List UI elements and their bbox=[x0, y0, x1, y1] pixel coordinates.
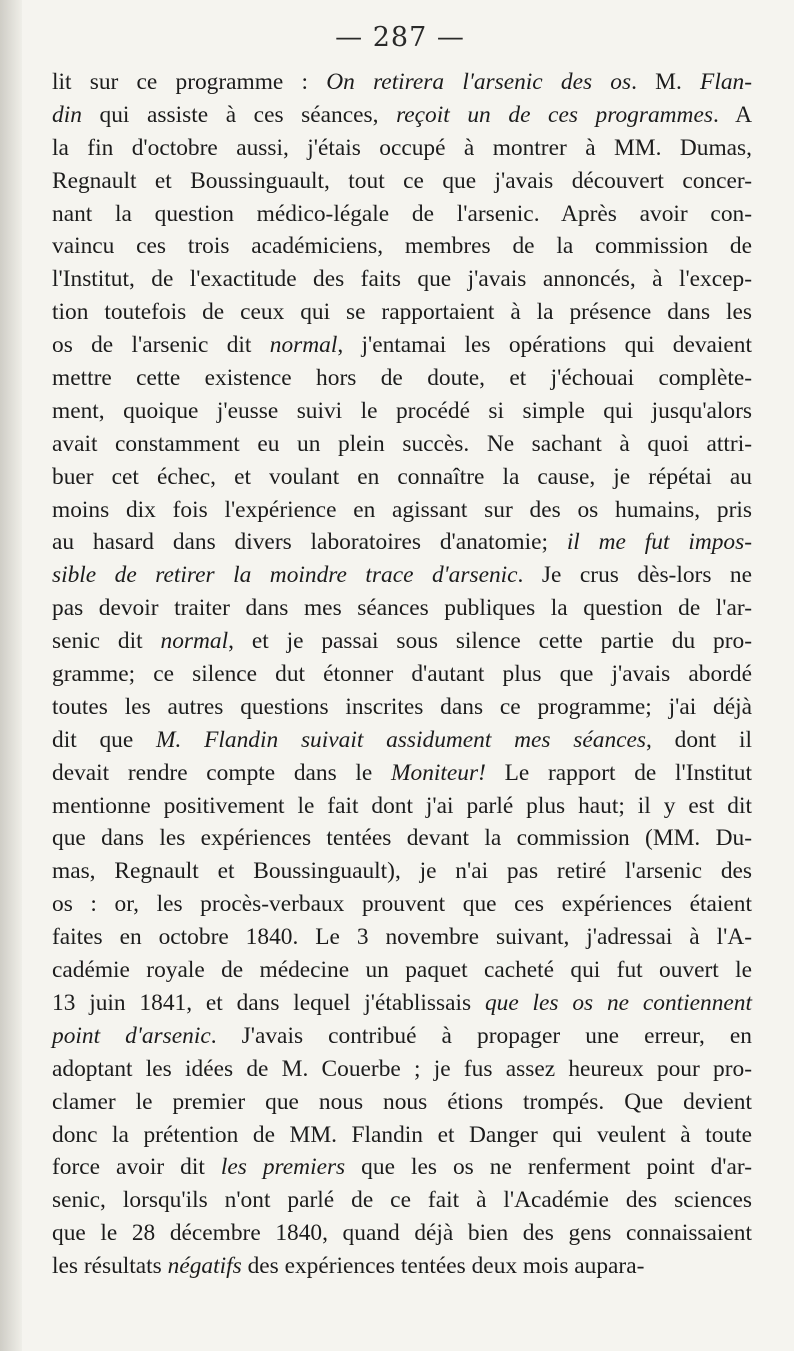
text-line bbox=[52, 1151, 752, 1184]
text-segment: mas, Regnault et Boussinguault), je n'ai pas retiré l'arsenic des bbox=[52, 858, 752, 885]
italic-text-segment: les premiers bbox=[220, 1154, 346, 1181]
text-segment: nant la question médico-légale de l'arsenic. Après avoir con- bbox=[52, 200, 752, 227]
text-line bbox=[52, 66, 752, 99]
text-line bbox=[52, 954, 752, 987]
text-line bbox=[52, 198, 752, 231]
text-line bbox=[52, 691, 752, 724]
text-segment: buer cet échec, et voulant en connaître la cause, je répétai au bbox=[52, 463, 752, 490]
text-line bbox=[52, 296, 752, 329]
text-line bbox=[52, 921, 752, 954]
text-segment: que dans les expériences tentées devant la commission (MM. Du- bbox=[52, 825, 752, 852]
text-segment: faites en octobre 1840. Le 3 novembre suivant, j'adressai à l'A- bbox=[52, 924, 752, 951]
text-segment: lit sur ce programme : bbox=[52, 69, 327, 95]
italic-text-segment: reçoit un de ces programmes bbox=[396, 101, 713, 128]
text-segment: . A bbox=[712, 101, 752, 128]
text-segment: . M. bbox=[631, 69, 701, 95]
text-segment: les résultats bbox=[52, 1253, 168, 1280]
italic-text-segment: point d'arsenic bbox=[52, 1022, 211, 1049]
italic-text-segment: M. Flandin suivait assidument mes séances bbox=[156, 726, 647, 753]
text-segment: que le 28 décembre 1840, quand déjà bien des gens connaissaient bbox=[52, 1220, 752, 1247]
text-segment: 13 juin 1841, et dans lequel j'établissais bbox=[52, 989, 485, 1016]
text-segment: des expériences tentées deux mois aupara- bbox=[241, 1253, 645, 1280]
italic-text-segment: que les os ne contiennent bbox=[484, 989, 753, 1016]
text-line bbox=[52, 888, 752, 921]
text-segment: qui assiste à ces séances, bbox=[81, 101, 397, 128]
text-line bbox=[52, 329, 752, 362]
text-segment: os : or, les procès-verbaux prouvent que ces expériences étaient bbox=[52, 891, 752, 918]
text-line bbox=[52, 724, 752, 757]
text-line bbox=[52, 362, 752, 395]
italic-text-segment: normal bbox=[160, 628, 229, 655]
text-segment: , dont il bbox=[646, 726, 753, 753]
text-segment: senic, lorsqu'ils n'ont parlé de ce fait à l'Académie des sciences bbox=[52, 1187, 752, 1214]
text-line bbox=[52, 395, 752, 428]
text-line bbox=[52, 1020, 752, 1053]
body-text bbox=[52, 66, 752, 1283]
italic-text-segment: Flan- bbox=[700, 69, 752, 95]
italic-text-segment: négatifs bbox=[167, 1253, 242, 1280]
text-line bbox=[52, 461, 752, 494]
text-line bbox=[52, 526, 752, 559]
text-line bbox=[52, 1053, 752, 1086]
text-segment: , et je passai sous silence cette partie du pro- bbox=[228, 628, 752, 655]
text-segment: ment, quoique j'eusse suivi le procédé si simple qui jusqu'alors bbox=[52, 397, 752, 424]
italic-text-segment: Moniteur! bbox=[391, 759, 486, 786]
text-line bbox=[52, 757, 752, 790]
page-number: — 287 — bbox=[335, 22, 465, 53]
text-segment: la fin d'octobre aussi, j'étais occupé à montrer à MM. Dumas, bbox=[52, 134, 752, 161]
text-line bbox=[52, 625, 752, 658]
text-line bbox=[52, 1217, 752, 1250]
text-segment: pas devoir traiter dans mes séances publiques la question de l'ar- bbox=[52, 595, 752, 622]
italic-text-segment: sible de retirer la moindre trace d'arsenic bbox=[52, 562, 518, 589]
text-line bbox=[52, 263, 752, 296]
text-line bbox=[52, 165, 752, 198]
text-line bbox=[52, 658, 752, 691]
text-line bbox=[52, 987, 752, 1020]
text-line bbox=[52, 230, 752, 263]
text-line bbox=[52, 132, 752, 165]
text-line bbox=[52, 428, 752, 461]
text-segment: adoptant les idées de M. Couerbe ; je fus assez heureux pour pro- bbox=[52, 1055, 752, 1082]
italic-text-segment: normal bbox=[269, 332, 338, 359]
text-line bbox=[52, 559, 752, 592]
text-segment: l'Institut, de l'exactitude des faits que j'avais annoncés, à l'excep- bbox=[52, 266, 752, 293]
text-segment: clamer le premier que nous nous étions trompés. Que devient bbox=[52, 1088, 752, 1115]
text-segment: toutes les autres questions inscrites dans ce programme; j'ai déjà bbox=[52, 693, 752, 720]
text-line bbox=[52, 99, 752, 132]
text-segment: dit que bbox=[52, 726, 157, 753]
text-line bbox=[52, 1250, 752, 1283]
italic-text-segment: On retirera l'arsenic des os bbox=[326, 69, 632, 95]
italic-text-segment: din bbox=[52, 101, 82, 128]
text-segment: mettre cette existence hors de doute, et j'échouai complète- bbox=[52, 365, 752, 392]
text-line bbox=[52, 592, 752, 625]
italic-text-segment: il me fut impos- bbox=[566, 529, 752, 556]
text-segment: . Je crus dès-lors ne bbox=[517, 562, 753, 589]
text-segment: os de l'arsenic dit bbox=[52, 332, 270, 359]
text-segment: au hasard dans divers laboratoires d'anatomie; bbox=[52, 529, 567, 556]
text-segment: gramme; ce silence dut étonner d'autant plus que j'avais abordé bbox=[52, 661, 752, 688]
text-segment: tion toutefois de ceux qui se rapportaient à la présence dans les bbox=[52, 299, 752, 326]
text-segment: cadémie royale de médecine un paquet cacheté qui fut ouvert le bbox=[52, 957, 752, 984]
text-line bbox=[52, 494, 752, 527]
text-segment: Regnault et Boussinguault, tout ce que j'avais découvert concer- bbox=[52, 167, 752, 194]
text-segment: force avoir dit bbox=[52, 1154, 221, 1181]
text-segment: senic dit bbox=[52, 628, 161, 655]
text-segment: moins dix fois l'expérience en agissant sur des os humains, pris bbox=[52, 496, 752, 523]
text-segment: avait constamment eu un plein succès. Ne sachant à quoi attri- bbox=[52, 430, 752, 457]
text-line bbox=[52, 1119, 752, 1152]
text-line bbox=[52, 1184, 752, 1217]
text-line bbox=[52, 1086, 752, 1119]
text-segment: . J'avais contribué à propager une erreur, en bbox=[210, 1022, 752, 1049]
text-segment: devait rendre compte dans le bbox=[52, 759, 392, 786]
text-line bbox=[52, 855, 752, 888]
text-line bbox=[52, 822, 752, 855]
text-segment: Le rapport de l'Institut bbox=[485, 759, 752, 786]
text-segment: , j'entamai les opérations qui devaient bbox=[337, 332, 753, 359]
text-line bbox=[52, 790, 752, 823]
text-segment: mentionne positivement le fait dont j'ai parlé plus haut; il y est dit bbox=[52, 792, 752, 819]
text-segment: vaincu ces trois académiciens, membres de la commission de bbox=[52, 233, 752, 260]
text-segment: donc la prétention de MM. Flandin et Danger qui veulent à toute bbox=[52, 1121, 752, 1148]
text-segment: que les os ne renferment point d'ar- bbox=[345, 1154, 752, 1181]
